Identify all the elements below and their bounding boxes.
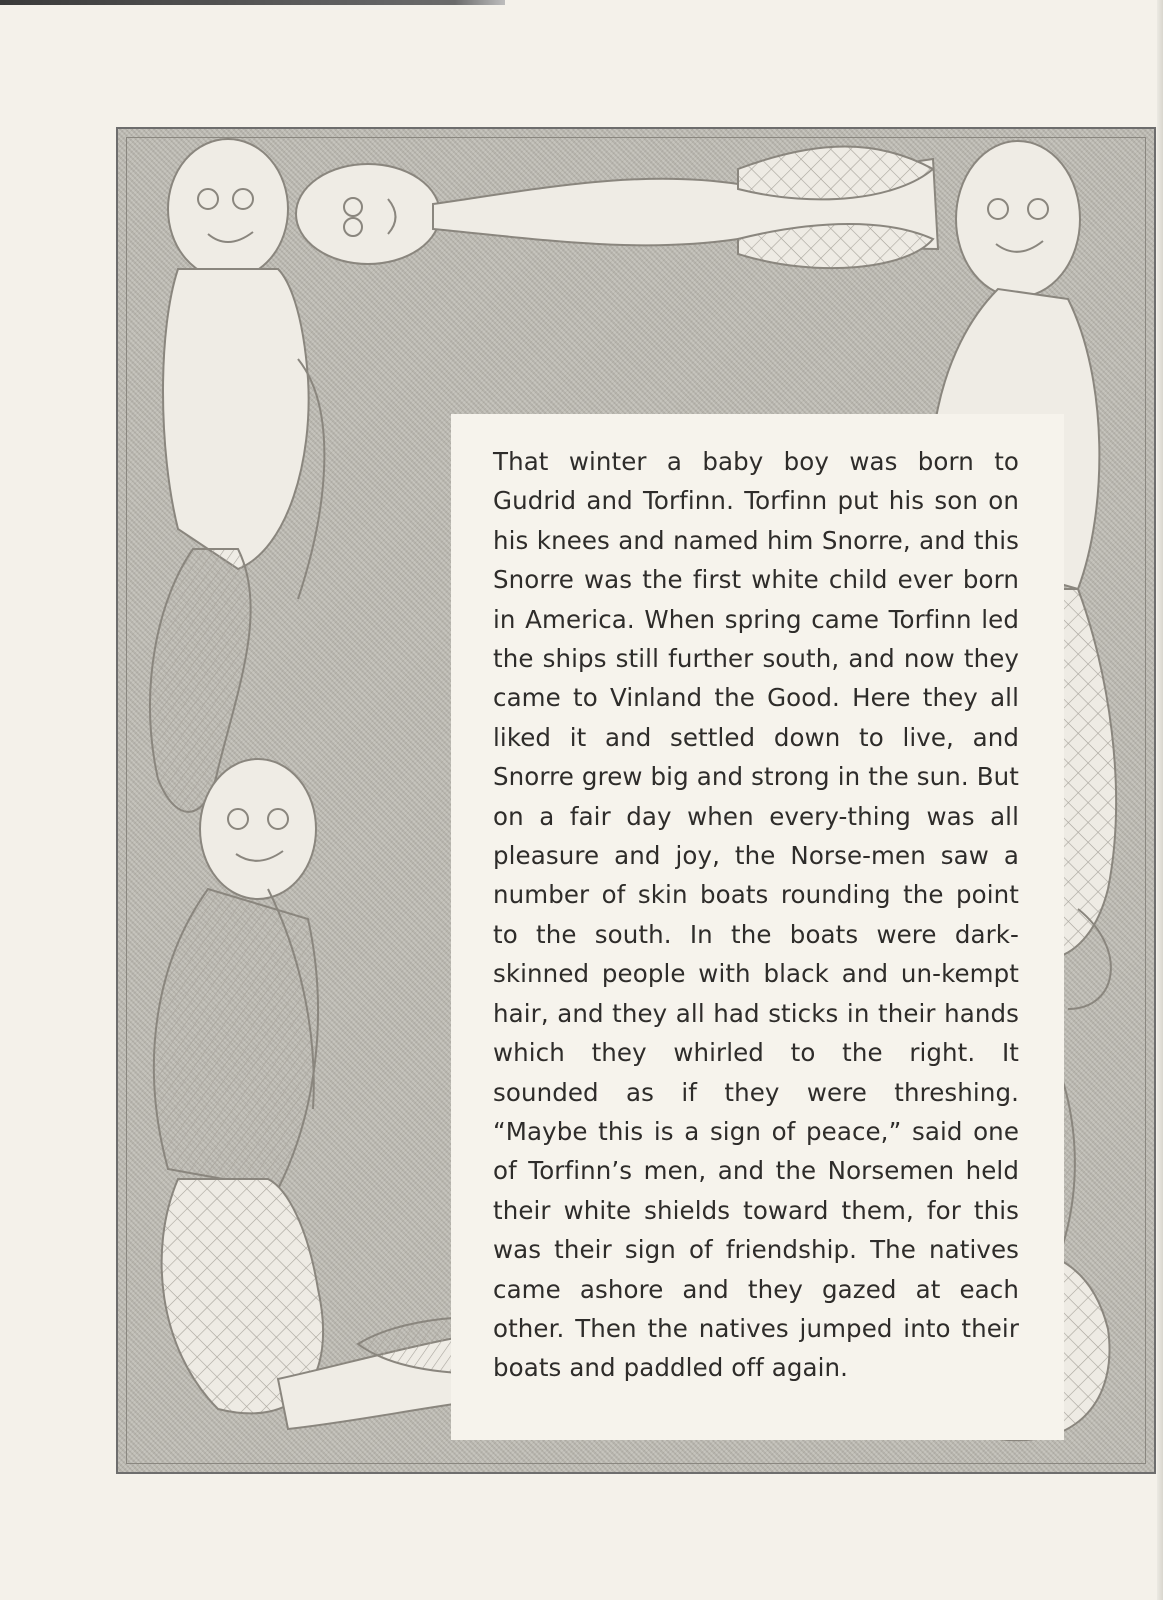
- story-paragraph: That winter a baby boy was born to Gudrid and Torfinn. Torfinn put his son on his knees and named him Snorre, and this Snorre was the first white child ever born in America. When spring came Torfinn led the ships still further south, and now they came to Vinland the Good. Here they all liked it and settled down to live, and Snorre grew big and strong in the sun. But on a fair day when every-thing was all pleasure and joy, the Norse-men saw a number of skin boats rounding the point to the south. In the boats were dark-skinned people with black and un-kempt hair, and they all had sticks in their hands which they whirled to the right. It sounded as if they were threshing. “Maybe this is a sign of peace,” said one of Torfinn’s men, and the Norsemen held their white shields toward them, for this was their sign of friendship. The natives came ashore and they gazed at each other. Then the natives jumped into their boats and paddled off again.: [493, 447, 1019, 1383]
- bottom-left-mermaid-figure: [154, 759, 323, 1413]
- top-mermaid-figure: [296, 147, 938, 269]
- illustrated-border-frame: [116, 127, 1156, 1474]
- top-left-mermaid-figure: [150, 139, 324, 812]
- scan-edge-top: [0, 0, 505, 5]
- text-panel: [451, 414, 1064, 1440]
